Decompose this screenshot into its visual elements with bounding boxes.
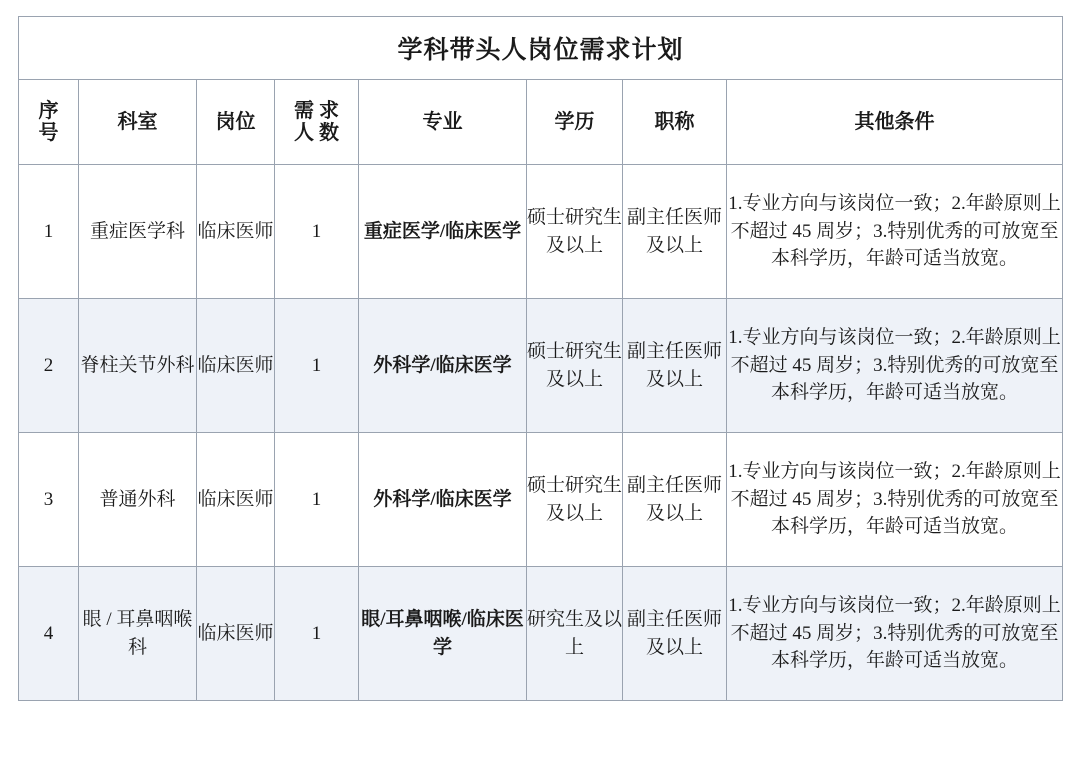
cell-other: 1.专业方向与该岗位一致；2.年龄原则上不超过 45 周岁；3.特别优秀的可放宽至本科学历，年龄可适当放宽。 [727,433,1063,567]
cell-num: 1 [275,567,359,701]
column-header-no [19,80,79,165]
table-row [19,433,1063,567]
cell-post: 临床医师 [197,165,275,299]
cell-edu: 研究生及以上 [527,567,623,701]
column-header-no-line1: 序 [38,100,59,122]
cell-title: 副主任医师及以上 [623,299,727,433]
cell-dept: 重症医学科 [79,165,197,299]
cell-major: 重症医学/临床医学 [359,165,527,299]
cell-dept: 脊柱关节外科 [79,299,197,433]
job-requirement-table [18,16,1063,701]
cell-num: 1 [275,165,359,299]
cell-major: 外科学/临床医学 [359,433,527,567]
table-header-row [19,80,1063,165]
cell-major: 外科学/临床医学 [359,299,527,433]
cell-num: 1 [275,299,359,433]
cell-other: 1.专业方向与该岗位一致；2.年龄原则上不超过 45 周岁；3.特别优秀的可放宽至本科学历，年龄可适当放宽。 [727,165,1063,299]
cell-post: 临床医师 [197,299,275,433]
column-header-no-line2: 号 [38,122,59,144]
column-header-title: 职称 [623,80,727,165]
column-header-num-line1: 需 求 [294,100,339,122]
cell-no: 1 [19,165,79,299]
cell-other: 1.专业方向与该岗位一致；2.年龄原则上不超过 45 周岁；3.特别优秀的可放宽至本科学历，年龄可适当放宽。 [727,299,1063,433]
cell-no: 3 [19,433,79,567]
column-header-num [275,80,359,165]
table-row [19,299,1063,433]
cell-num: 1 [275,433,359,567]
cell-title: 副主任医师及以上 [623,567,727,701]
column-header-major: 专业 [359,80,527,165]
cell-no: 4 [19,567,79,701]
column-header-edu: 学历 [527,80,623,165]
cell-dept: 普通外科 [79,433,197,567]
cell-edu: 硕士研究生及以上 [527,299,623,433]
cell-post: 临床医师 [197,433,275,567]
cell-major: 眼/耳鼻咽喉/临床医学 [359,567,527,701]
column-header-dept: 科室 [79,80,197,165]
cell-edu: 硕士研究生及以上 [527,433,623,567]
column-header-other: 其他条件 [727,80,1063,165]
cell-other: 1.专业方向与该岗位一致；2.年龄原则上不超过 45 周岁；3.特别优秀的可放宽至本科学历，年龄可适当放宽。 [727,567,1063,701]
page-title: 学科带头人岗位需求计划 [19,17,1063,80]
cell-title: 副主任医师及以上 [623,165,727,299]
cell-dept: 眼 / 耳鼻咽喉科 [79,567,197,701]
column-header-post: 岗位 [197,80,275,165]
cell-edu: 硕士研究生及以上 [527,165,623,299]
table-row [19,165,1063,299]
cell-title: 副主任医师及以上 [623,433,727,567]
table-row [19,567,1063,701]
cell-no: 2 [19,299,79,433]
table-title-row [19,17,1063,80]
column-header-num-line2: 人 数 [294,122,339,144]
cell-post: 临床医师 [197,567,275,701]
